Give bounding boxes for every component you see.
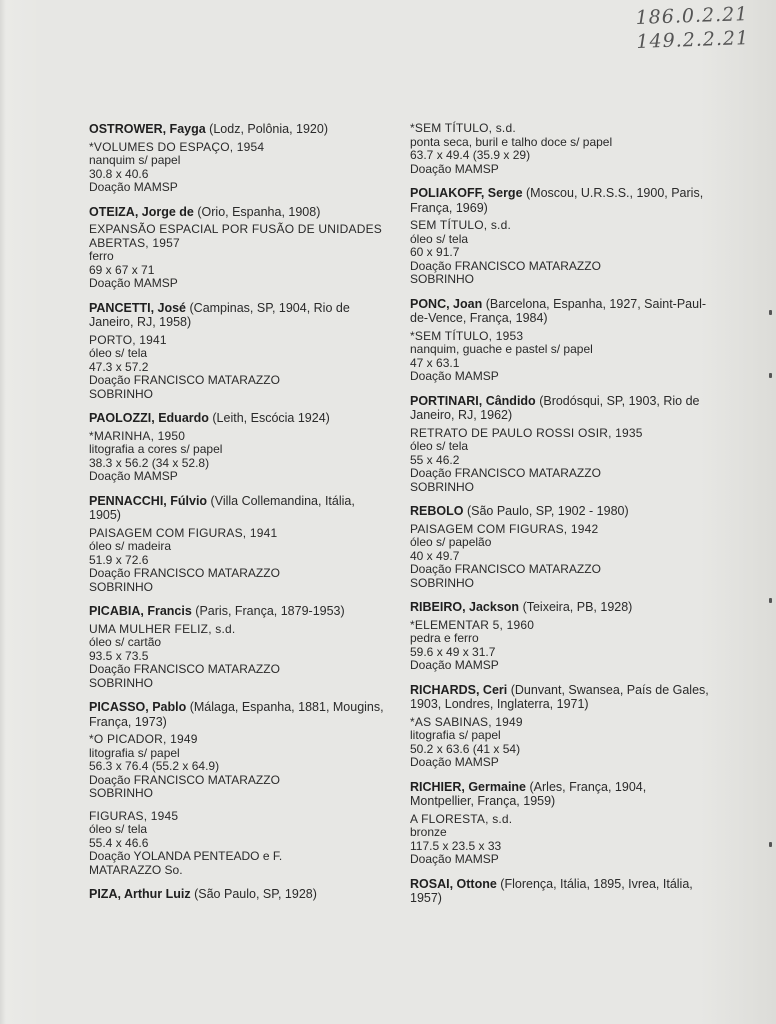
artwork-detail: litografia s/ papel — [410, 728, 501, 742]
artwork — [89, 334, 389, 402]
artwork-detail: óleo s/ tela — [89, 346, 148, 360]
artwork — [410, 619, 710, 673]
artwork — [410, 122, 710, 176]
artwork — [89, 527, 389, 595]
artwork-detail: óleo s/ tela — [89, 822, 148, 836]
artist-heading — [410, 297, 710, 326]
artist-heading — [89, 411, 389, 426]
artwork-detail: SOBRINHO — [89, 786, 154, 800]
artist-name: PAOLOZZI, Eduardo — [89, 411, 209, 425]
artwork — [89, 810, 389, 878]
artwork — [89, 430, 389, 484]
artwork-detail: 63.7 x 49.4 (35.9 x 29) — [410, 148, 531, 162]
artist-bio: (Lodz, Polônia, 1920) — [209, 122, 329, 136]
artwork-detail: SOBRINHO — [410, 575, 475, 590]
artist-heading — [410, 780, 710, 809]
artwork-detail: 69 x 67 x 71 — [89, 262, 155, 277]
artwork-detail: Doação MAMSP — [89, 180, 178, 194]
artist-heading — [89, 205, 389, 220]
artist-bio: (Arles, França, 1904, Montpellier, França, 1959) — [410, 779, 647, 808]
artist-name: PANCETTI, José — [89, 300, 187, 315]
artwork-detail: 50.2 x 63.6 (41 x 54) — [410, 741, 521, 756]
artist-bio: (Villa Collemandina, Itália, 1905) — [89, 493, 355, 522]
artwork-title: RETRATO DE PAULO ROSSI OSIR, 1935 — [410, 425, 643, 440]
artwork-title: *ELEMENTAR 5, 1960 — [410, 617, 535, 632]
artist-entry — [410, 877, 710, 906]
artwork-detail: Doação YOLANDA PENTEADO e F. — [89, 849, 283, 863]
artwork-detail: pedra e ferro — [410, 631, 479, 645]
artwork-detail: Doação MAMSP — [89, 276, 178, 290]
artist-entry — [89, 494, 389, 595]
artist-heading — [410, 683, 710, 712]
artwork-detail: nanquim s/ papel — [89, 153, 181, 167]
artist-heading — [89, 700, 389, 729]
artwork-detail: 47 x 63.1 — [410, 355, 460, 370]
artist-entry — [410, 394, 710, 495]
artwork-detail: Doação FRANCISCO MATARAZZO — [410, 466, 601, 480]
left-column — [89, 122, 389, 912]
page-edge-mark — [769, 310, 772, 315]
artist-name: OTEIZA, Jorge de — [89, 204, 194, 219]
artist-entry — [410, 780, 710, 867]
artwork-detail: 30.8 x 40.6 — [89, 166, 149, 181]
handwritten-line: 149.2.2.21 — [636, 27, 750, 53]
artwork-detail: 60 x 91.7 — [410, 245, 460, 259]
handwritten-inventory-note — [635, 2, 749, 54]
artwork-title: PAISAGEM COM FIGURAS, 1941 — [89, 525, 278, 540]
artist-entry — [410, 504, 710, 590]
artist-entry — [89, 122, 389, 195]
artwork — [89, 141, 389, 195]
artwork-detail: Doação MAMSP — [410, 369, 499, 383]
artist-name: PICASSO, Pablo — [89, 700, 187, 714]
artwork — [89, 623, 389, 691]
artist-name: PIZA, Arthur Luiz — [89, 887, 191, 901]
artist-entry — [89, 700, 389, 877]
artwork — [410, 330, 710, 384]
artist-bio: (Campinas, SP, 1904, Rio de Janeiro, RJ, 1958) — [89, 300, 350, 329]
artwork — [410, 813, 710, 867]
artwork-detail: SOBRINHO — [89, 579, 154, 594]
artist-entry — [89, 604, 389, 690]
artwork-detail: litografia a cores s/ papel — [89, 442, 223, 456]
artwork-title: *SEM TÍTULO, 1953 — [410, 328, 524, 343]
artwork-detail: 117.5 x 23.5 x 33 — [410, 838, 502, 853]
artwork-title: EXPANSÃO ESPACIAL POR FUSÃO DE UNIDADES ABERTAS, 1957 — [89, 222, 382, 250]
artwork-detail: litografia s/ papel — [89, 745, 180, 760]
artist-name: RICHARDS, Ceri — [410, 682, 508, 697]
artwork-title: PAISAGEM COM FIGURAS, 1942 — [410, 521, 599, 536]
artist-heading — [89, 604, 389, 619]
artist-heading — [410, 600, 710, 615]
artist-bio: (Paris, França, 1879-1953) — [195, 604, 345, 618]
artist-heading — [89, 301, 389, 330]
artwork-title: *SEM TÍTULO, s.d. — [410, 121, 516, 135]
artist-bio: (Dunvant, Swansea, País de Gales, 1903, Londres, Inglaterra, 1971) — [410, 682, 709, 711]
artwork-title: A FLORESTA, s.d. — [410, 811, 513, 826]
artwork-detail: Doação FRANCISCO MATARAZZO — [89, 373, 280, 387]
artist-bio: (Leith, Escócia 1924) — [212, 411, 330, 425]
artist-bio: (Barcelona, Espanha, 1927, Saint-Paul-de-Vence, França, 1984) — [410, 296, 707, 325]
artwork — [410, 427, 710, 495]
artist-heading — [410, 394, 710, 423]
artist-bio: (São Paulo, SP, 1928) — [194, 887, 317, 901]
artwork-detail: SOBRINHO — [89, 675, 154, 690]
artwork — [410, 716, 710, 770]
artwork-detail: bronze — [410, 825, 447, 839]
artwork-detail: 47.3 x 57.2 — [89, 359, 149, 374]
artist-heading — [89, 122, 389, 137]
artwork-detail: 38.3 x 56.2 (34 x 52.8) — [89, 455, 210, 470]
artwork-detail: SOBRINHO — [89, 386, 154, 401]
artwork-detail: MATARAZZO So. — [89, 862, 183, 877]
artwork-detail: óleo s/ madeira — [89, 539, 172, 553]
artist-bio: (Teixeira, PB, 1928) — [522, 600, 633, 614]
artwork-detail: Doação FRANCISCO MATARAZZO — [410, 258, 601, 273]
artwork-detail: óleo s/ tela — [410, 439, 469, 453]
artist-entry — [410, 186, 710, 287]
artwork-detail: 56.3 x 76.4 (55.2 x 64.9) — [89, 759, 220, 773]
artwork-detail: nanquim, guache e pastel s/ papel — [410, 342, 593, 356]
artwork-detail: óleo s/ tela — [410, 231, 469, 246]
handwritten-line: 186.0.2.21 — [635, 3, 749, 29]
artwork-detail: 40 x 49.7 — [410, 548, 460, 563]
artist-heading — [89, 887, 389, 902]
artist-entry — [410, 297, 710, 384]
artwork-title: *MARINHA, 1950 — [89, 428, 186, 443]
artwork-detail: Doação MAMSP — [410, 852, 499, 866]
artist-heading — [89, 494, 389, 523]
artwork-detail: 51.9 x 72.6 — [89, 552, 149, 567]
artwork-detail: Doação FRANCISCO MATARAZZO — [89, 772, 280, 787]
artist-name: PONC, Joan — [410, 296, 483, 311]
artist-name: REBOLO — [410, 504, 464, 518]
artwork — [89, 733, 389, 801]
artwork-detail: Doação MAMSP — [410, 161, 499, 176]
artwork-detail: Doação MAMSP — [410, 658, 499, 672]
artwork-title: PORTO, 1941 — [89, 332, 167, 347]
artist-entry — [410, 683, 710, 770]
artwork-detail: 59.6 x 49 x 31.7 — [410, 644, 496, 659]
artwork-detail: Doação MAMSP — [410, 755, 499, 769]
artwork-title: *VOLUMES DO ESPAÇO, 1954 — [89, 139, 265, 154]
artist-entry — [410, 122, 710, 176]
artwork-detail: Doação MAMSP — [89, 469, 178, 483]
artwork-detail: Doação FRANCISCO MATARAZZO — [89, 662, 280, 676]
artist-bio: (São Paulo, SP, 1902 - 1980) — [466, 504, 629, 518]
artwork-detail: ferro — [89, 249, 114, 263]
artwork-detail: 93.5 x 73.5 — [89, 648, 149, 663]
artwork-detail: SOBRINHO — [410, 272, 475, 286]
artist-bio: (Moscou, U.R.S.S., 1900, Paris, França, 1969) — [410, 186, 704, 215]
artwork-title: SEM TÍTULO, s.d. — [410, 218, 511, 232]
artwork-detail: SOBRINHO — [410, 479, 475, 494]
artwork-title: *O PICADOR, 1949 — [89, 732, 198, 746]
artist-entry — [89, 887, 389, 902]
artwork-title: UMA MULHER FELIZ, s.d. — [89, 621, 236, 636]
page-edge-mark — [769, 842, 772, 847]
artist-entry — [89, 205, 389, 291]
artwork-detail: Doação FRANCISCO MATARAZZO — [89, 566, 280, 580]
artist-entry — [89, 301, 389, 402]
artist-name: PICABIA, Francis — [89, 604, 192, 618]
artist-heading — [410, 877, 710, 906]
artist-entry — [410, 600, 710, 673]
artwork — [410, 523, 710, 591]
artist-name: ROSAI, Ottone — [410, 876, 497, 891]
artist-bio: (Florença, Itália, 1895, Ivrea, Itália, 1957) — [410, 876, 693, 905]
artist-name: POLIAKOFF, Serge — [410, 186, 523, 200]
artwork-title: *AS SABINAS, 1949 — [410, 714, 523, 729]
artist-heading — [410, 186, 710, 215]
artist-name: RICHIER, Germaine — [410, 779, 527, 794]
artist-bio: (Orio, Espanha, 1908) — [197, 204, 321, 219]
artwork-detail: Doação FRANCISCO MATARAZZO — [410, 562, 601, 576]
artwork-detail: ponta seca, buril e talho doce s/ papel — [410, 134, 613, 149]
artwork-detail: óleo s/ papelão — [410, 535, 492, 549]
page-edge-mark — [769, 598, 772, 603]
artist-bio: (Brodósqui, SP, 1903, Rio de Janeiro, RJ, 1962) — [410, 393, 700, 422]
artwork — [89, 223, 389, 291]
artwork-title: FIGURAS, 1945 — [89, 808, 179, 823]
artwork-detail: óleo s/ cartão — [89, 635, 162, 649]
artist-entry — [89, 411, 389, 484]
artist-name: PENNACCHI, Fúlvio — [89, 493, 208, 508]
artwork-detail: 55 x 46.2 — [410, 452, 460, 467]
artist-bio: (Málaga, Espanha, 1881, Mougins, França, 1973) — [89, 700, 384, 729]
page-edge-mark — [769, 373, 772, 378]
artist-name: PORTINARI, Cândido — [410, 393, 536, 408]
artwork-detail: 55.4 x 46.6 — [89, 835, 149, 850]
artist-name: OSTROWER, Fayga — [89, 122, 206, 136]
right-column — [410, 122, 710, 916]
artist-heading — [410, 504, 710, 519]
artwork — [410, 219, 710, 287]
artist-name: RIBEIRO, Jackson — [410, 600, 520, 614]
